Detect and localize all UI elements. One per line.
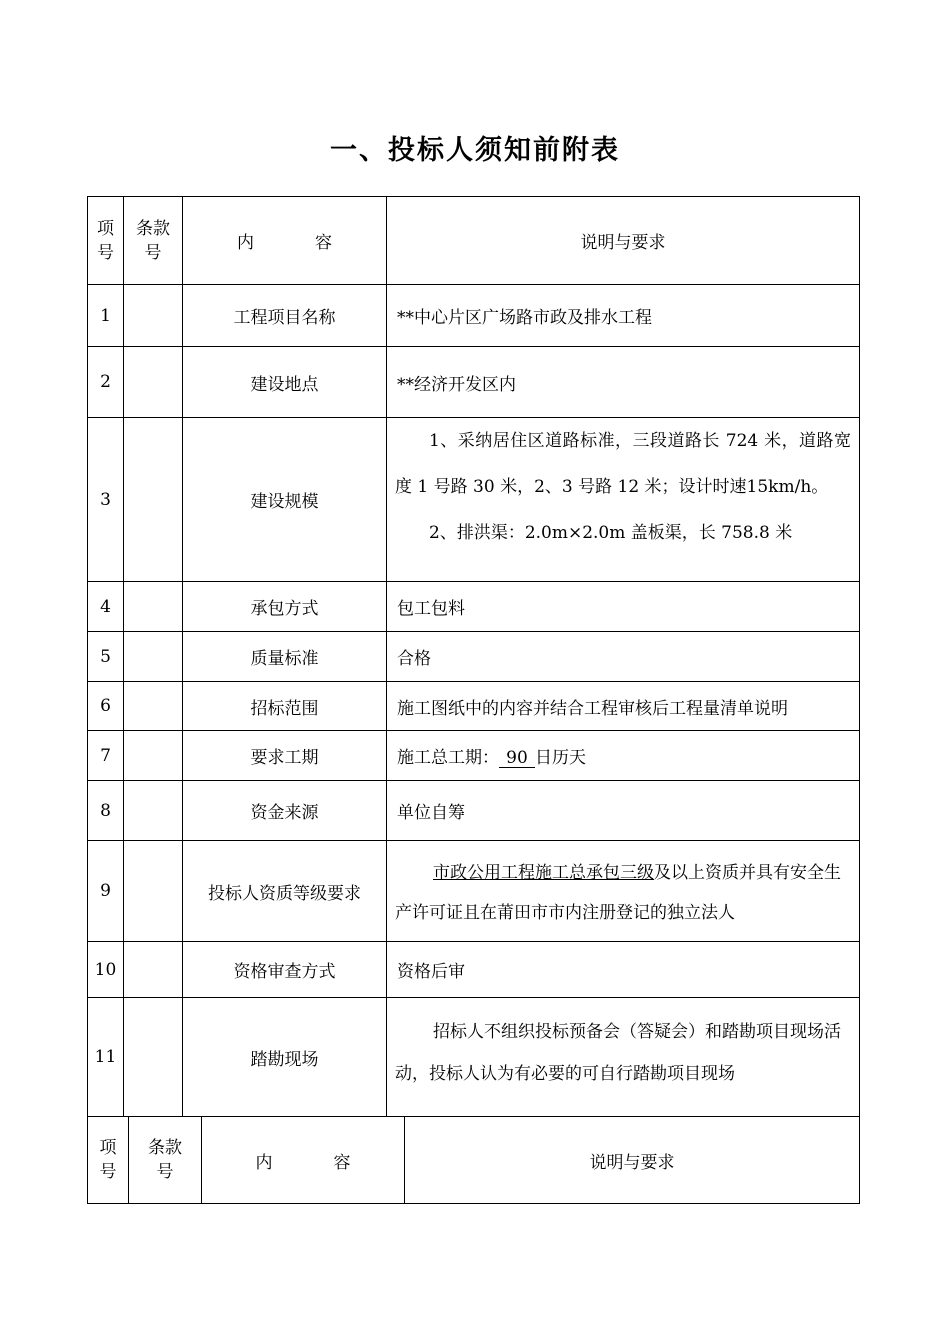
header-item-no: 项 号: [88, 1117, 129, 1204]
table-header-row: [88, 1117, 860, 1204]
row-item: 建设地点: [183, 347, 387, 418]
row-item: 资格审查方式: [183, 942, 387, 998]
bid-info-table: [87, 196, 860, 1117]
clause-cell: [124, 781, 183, 841]
row-number: 2: [88, 347, 124, 418]
row-description: 包工包料: [387, 582, 860, 632]
row-item: 资金来源: [183, 781, 387, 841]
table-row: [88, 582, 860, 632]
table-header-row: [88, 197, 860, 285]
row-number: 1: [88, 285, 124, 347]
row-number: 4: [88, 582, 124, 632]
clause-cell: [124, 285, 183, 347]
row-item: 工程项目名称: [183, 285, 387, 347]
row-description: **中心片区广场路市政及排水工程: [387, 285, 860, 347]
row-item: 建设规模: [183, 418, 387, 582]
row-number: 7: [88, 731, 124, 781]
table-row: [88, 347, 860, 418]
table-row: [88, 418, 860, 582]
table-row: [88, 942, 860, 998]
clause-cell: [124, 731, 183, 781]
table-row: [88, 632, 860, 682]
header-clause-no: 条款 号: [124, 197, 183, 285]
scale-paragraph-2: 2、排洪渠：2.0m×2.0m 盖板渠，长 758.8 米: [429, 523, 793, 543]
header-requirements: 说明与要求: [387, 197, 860, 285]
row-number: 5: [88, 632, 124, 682]
row-item: 投标人资质等级要求: [183, 841, 387, 942]
row-number: 8: [88, 781, 124, 841]
row-item: 招标范围: [183, 682, 387, 731]
row-description: 市政公用工程施工总承包三级及以上资质并具有安全生产许可证且在莆田市市内注册登记的独立法人: [387, 841, 860, 942]
row-item: 承包方式: [183, 582, 387, 632]
table-row: [88, 682, 860, 731]
table-row: [88, 841, 860, 942]
table-row: [88, 285, 860, 347]
header-content: 内 容: [183, 197, 387, 285]
clause-cell: [124, 682, 183, 731]
clause-cell: [124, 347, 183, 418]
clause-cell: [124, 632, 183, 682]
table-row: [88, 998, 860, 1117]
table-row: [88, 731, 860, 781]
row-description: 施工图纸中的内容并结合工程审核后工程量清单说明: [387, 682, 860, 731]
clause-cell: [124, 418, 183, 582]
row-number: 6: [88, 682, 124, 731]
document-title: 一、投标人须知前附表: [330, 135, 620, 166]
row-description: 合格: [387, 632, 860, 682]
table-row: [88, 781, 860, 841]
row-description: 招标人不组织投标预备会（答疑会）和踏勘项目现场活动，投标人认为有必要的可自行踏勘项目现场: [387, 998, 860, 1117]
duration-value: 90: [499, 749, 535, 768]
scale-paragraph-1: 1、采纳居住区道路标准，三段道路长 724 米，道路宽度 1 号路 30 米，2、3 号路 12 米；设计时速15km/h。: [395, 431, 851, 497]
row-description: 资格后审: [387, 942, 860, 998]
header-requirements: 说明与要求: [405, 1117, 860, 1204]
clause-cell: [124, 998, 183, 1117]
row-description: 施工总工期： 90 日历天: [387, 731, 860, 781]
qualification-underlined: 市政公用工程施工总承包三级: [433, 863, 654, 883]
clause-cell: [124, 942, 183, 998]
row-item: 要求工期: [183, 731, 387, 781]
row-description: [387, 418, 860, 582]
row-number: 9: [88, 841, 124, 942]
continuation-header-table: [87, 1116, 860, 1204]
row-item: 踏勘现场: [183, 998, 387, 1117]
header-clause-no: 条款 号: [129, 1117, 202, 1204]
clause-cell: [124, 582, 183, 632]
row-number: 3: [88, 418, 124, 582]
header-item-no: 项 号: [88, 197, 124, 285]
row-item: 质量标准: [183, 632, 387, 682]
clause-cell: [124, 841, 183, 942]
row-description: 单位自筹: [387, 781, 860, 841]
row-number: 11: [88, 998, 124, 1117]
row-number: 10: [88, 942, 124, 998]
row-description: **经济开发区内: [387, 347, 860, 418]
header-content: 内 容: [202, 1117, 405, 1204]
